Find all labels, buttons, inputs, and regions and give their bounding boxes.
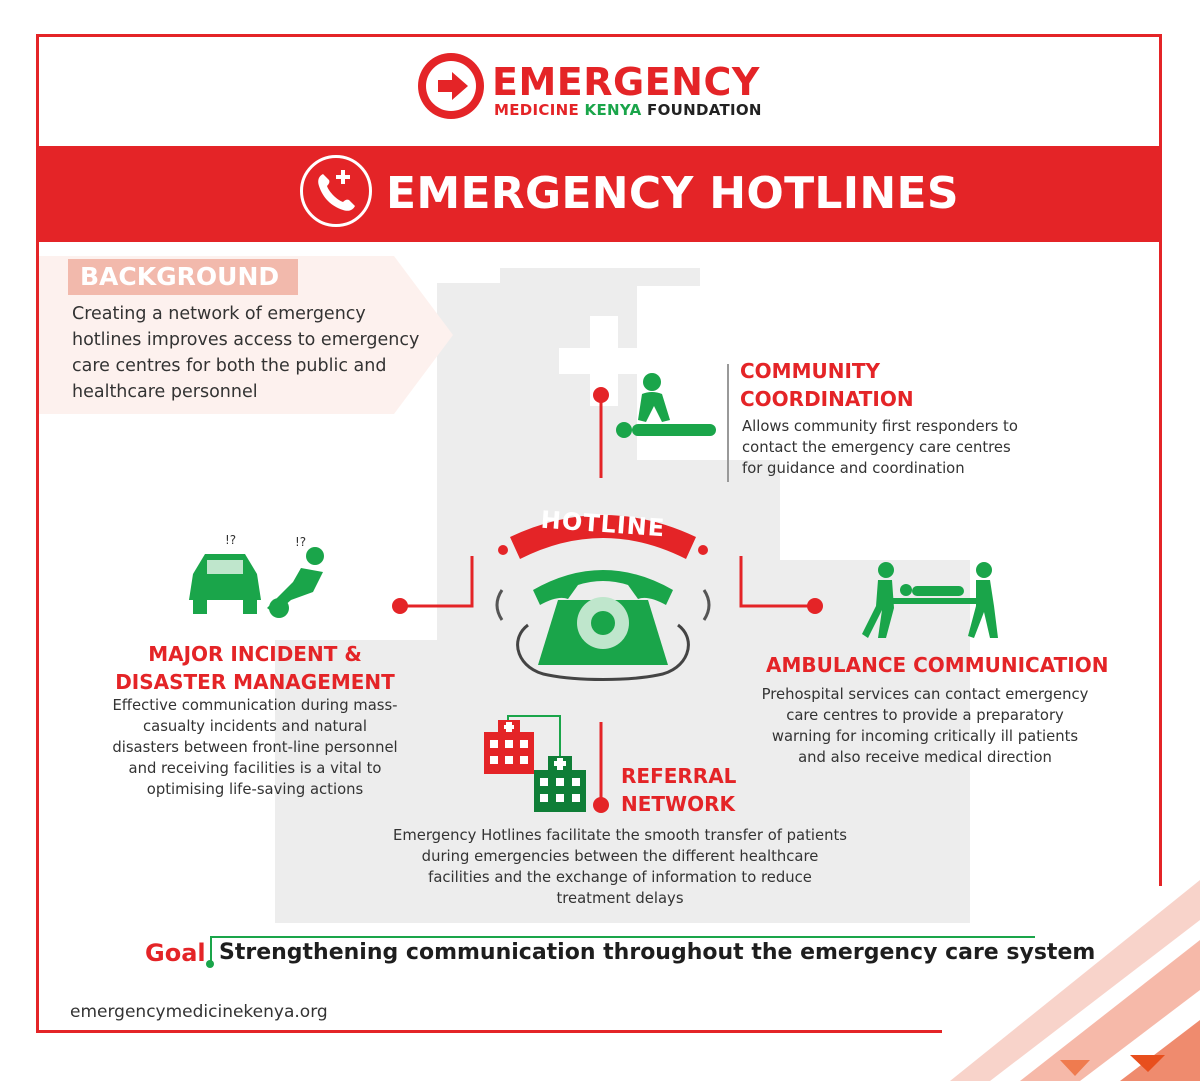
svg-text:!?: !? xyxy=(295,535,307,549)
corner-arrows-decoration xyxy=(950,880,1200,1081)
background-heading: BACKGROUND xyxy=(68,259,298,295)
logo-sub-word-1: MEDICINE xyxy=(494,101,579,119)
background-text: Creating a network of emergency hotlines improves access to emergency care centres for both the public and healthcare personnel xyxy=(72,304,420,402)
website-url: emergencymedicinekenya.org xyxy=(70,1002,328,1022)
goal-label: Goal xyxy=(145,939,206,967)
hospitals-icon xyxy=(480,712,590,816)
ambulance-body: Prehospital services can contact emergency care centres to provide a preparatory warning for incoming critically ill patients and also receive medical direction xyxy=(761,686,1089,766)
page-title: EMERGENCY HOTLINES xyxy=(386,168,959,219)
goal-text: Strengthening communication throughout the emergency care system xyxy=(219,940,1096,965)
major-incident-title-line1: MAJOR INCIDENT & xyxy=(148,642,362,666)
referral-title-line2: NETWORK xyxy=(621,792,736,816)
goal-dot xyxy=(206,960,214,968)
community-divider xyxy=(727,364,729,482)
logo-wordmark: EMERGENCY xyxy=(492,60,760,104)
major-incident-title-line2: DISASTER MANAGEMENT xyxy=(115,670,395,694)
community-body: Allows community first responders to contact the emergency care centres for guidance and coordination xyxy=(742,418,1018,477)
ambulance-title: AMBULANCE COMMUNICATION xyxy=(766,653,1109,677)
referral-body: Emergency Hotlines facilitate the smooth transfer of patients during emergencies between the different healthcare facilities and the exchange of information to reduce treatment delays xyxy=(392,827,848,907)
svg-text:!?: !? xyxy=(225,533,237,547)
community-title-line1: COMMUNITY xyxy=(740,359,881,383)
hotline-label: HOTLINE xyxy=(539,505,667,543)
logo-sub-word-2: KENYA xyxy=(584,101,642,119)
car-crash-icon xyxy=(183,530,333,622)
logo-sub-word-3: FOUNDATION xyxy=(647,101,762,119)
referral-title-line1: REFERRAL xyxy=(621,764,737,788)
stretcher-icon xyxy=(860,560,1000,640)
cpr-icon xyxy=(614,372,720,442)
major-incident-body: Effective communication during mass-casualty incidents and natural disasters between front-line personnel and receiving facilities is a vital to optimising life-saving actions xyxy=(112,697,398,798)
community-title-line2: COORDINATION xyxy=(740,387,914,411)
